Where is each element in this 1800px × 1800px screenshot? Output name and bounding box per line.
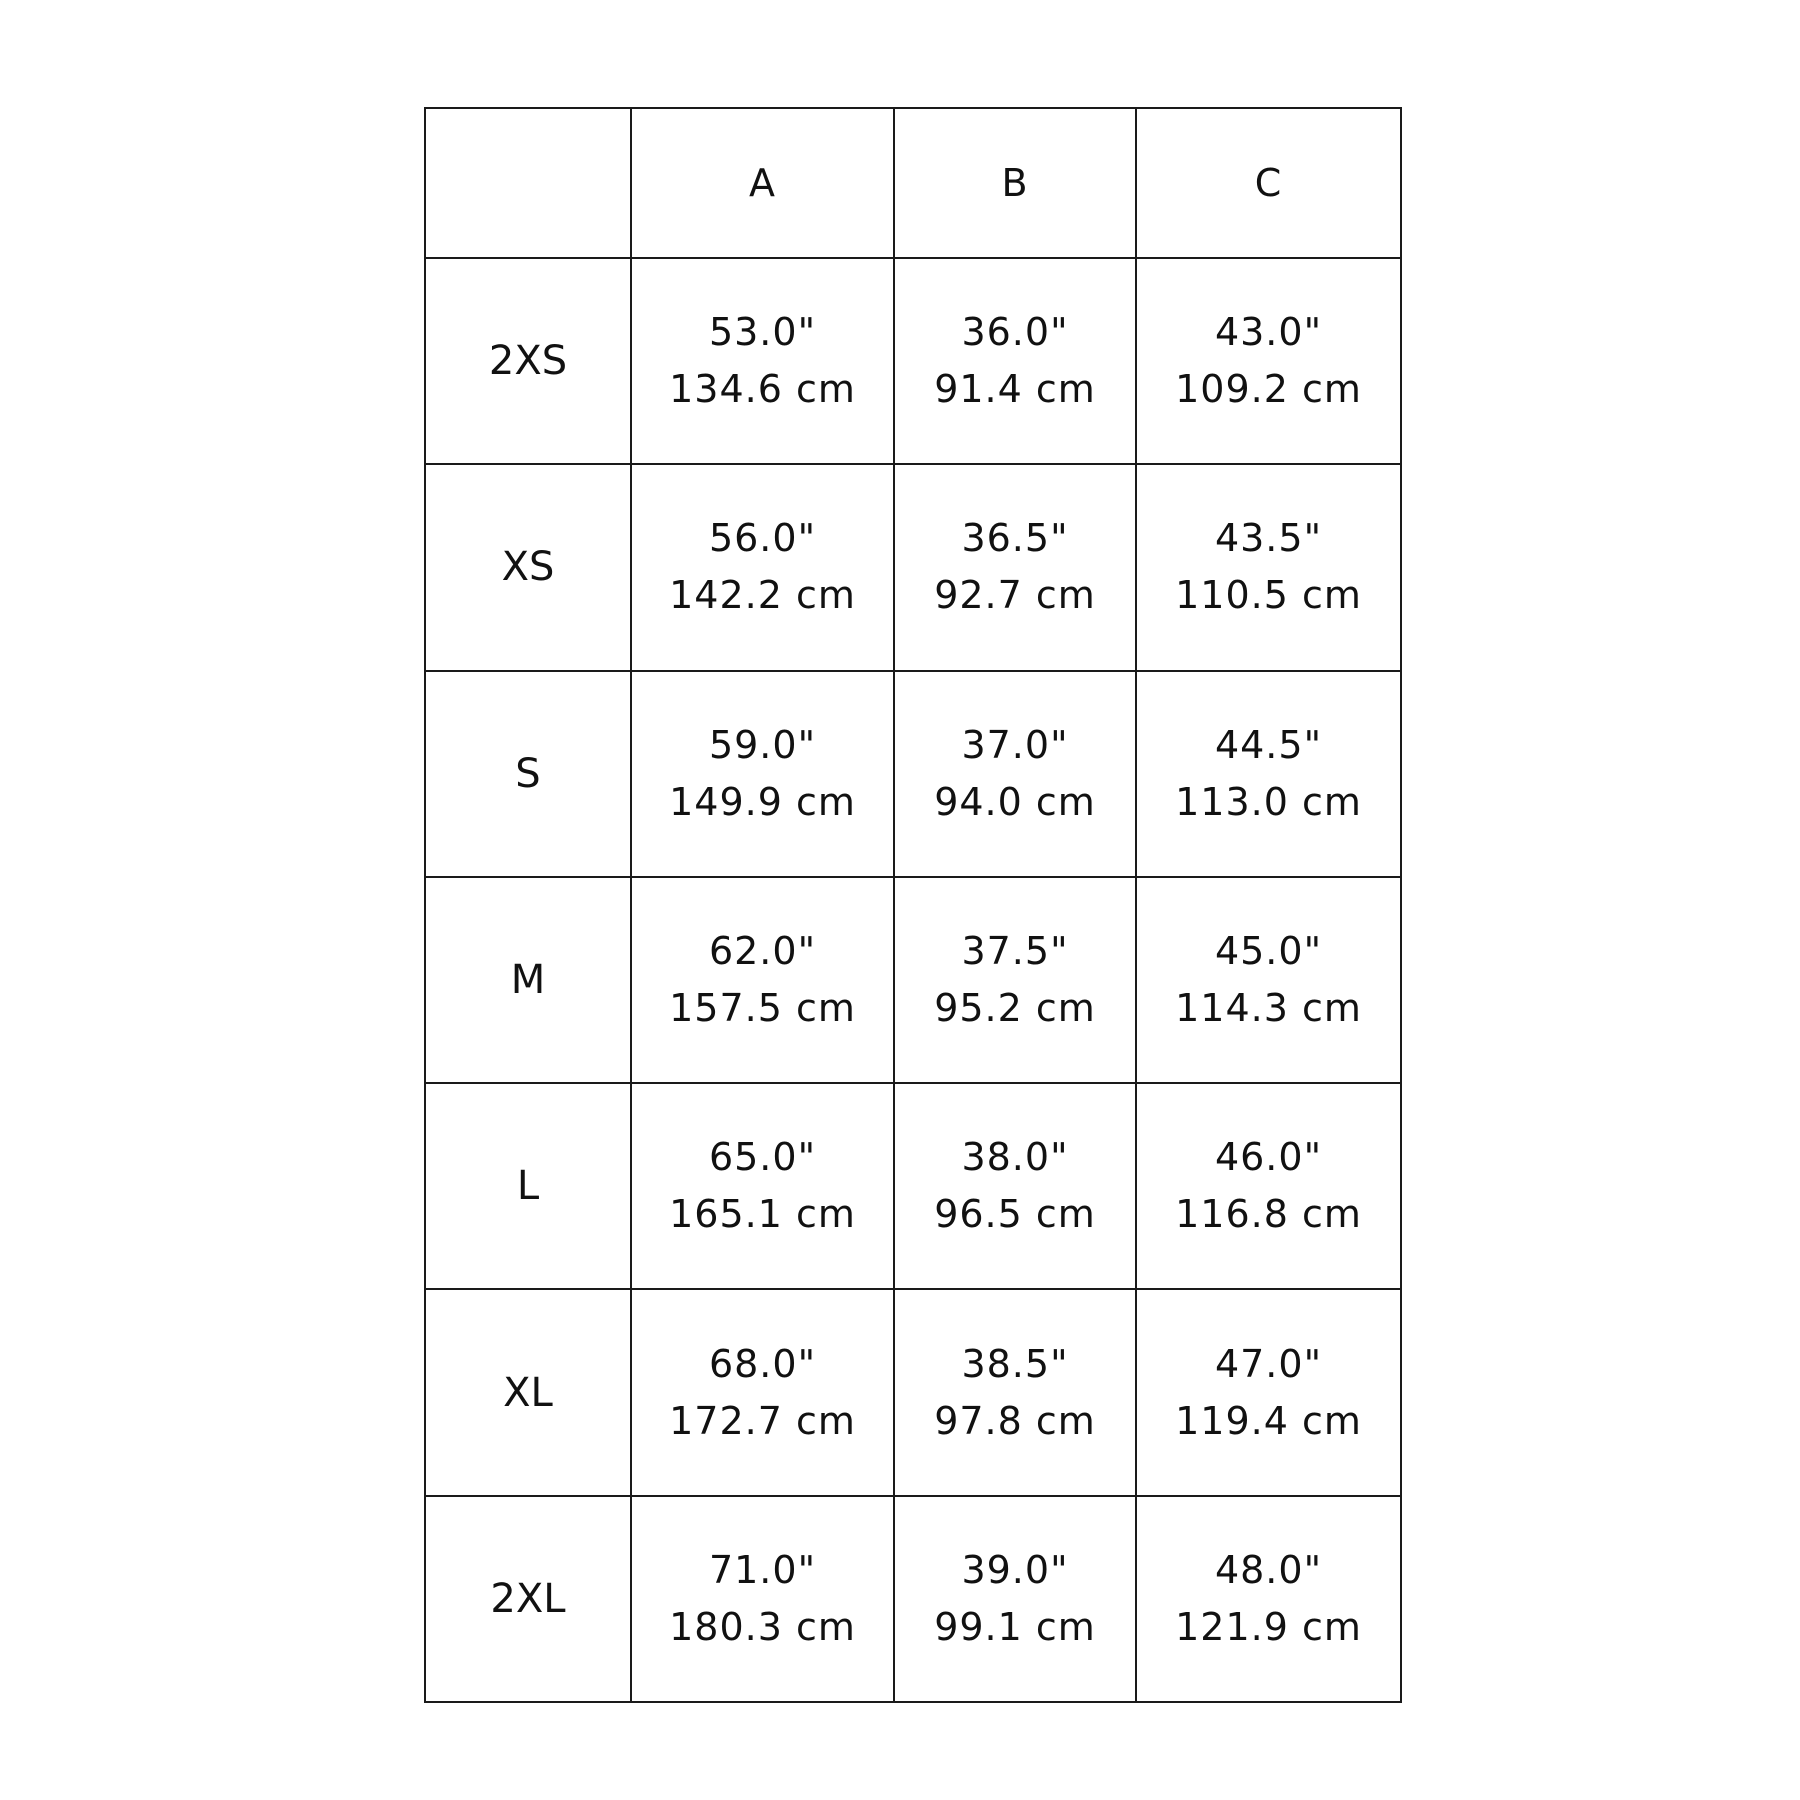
cell-a: [631, 671, 894, 877]
table-row: [425, 877, 1401, 1083]
value-cm: 114.3 cm: [1175, 985, 1362, 1030]
size-label: L: [425, 1083, 631, 1289]
value-cm: 149.9 cm: [669, 779, 856, 824]
value-inches: 68.0": [708, 1341, 817, 1386]
value-inches: 38.0": [961, 1135, 1069, 1180]
value-cm: 95.2 cm: [934, 985, 1096, 1030]
value-cm: 97.8 cm: [934, 1398, 1096, 1443]
value-inches: 62.0": [708, 928, 817, 973]
value-cm: 91.4 cm: [934, 367, 1096, 412]
value-inches: 37.5": [961, 928, 1069, 973]
cell-b: [894, 877, 1136, 1083]
header-row: [425, 108, 1401, 258]
cell-b: [894, 258, 1136, 464]
value-cm: 110.5 cm: [1175, 573, 1362, 618]
value-inches: 36.0": [961, 310, 1069, 355]
value-cm: 142.2 cm: [669, 573, 856, 618]
table-row: [425, 464, 1401, 670]
value-inches: 65.0": [708, 1135, 817, 1180]
cell-c: [1136, 1083, 1401, 1289]
cell-a: [631, 258, 894, 464]
cell-a: [631, 464, 894, 670]
column-header-a: A: [631, 108, 894, 258]
cell-c: [1136, 877, 1401, 1083]
value-cm: 92.7 cm: [934, 573, 1096, 618]
size-chart-table: [424, 107, 1402, 1703]
value-cm: 109.2 cm: [1175, 367, 1362, 412]
value-inches: 37.0": [961, 722, 1069, 767]
cell-b: [894, 1289, 1136, 1495]
value-cm: 94.0 cm: [934, 779, 1096, 824]
value-cm: 99.1 cm: [934, 1604, 1096, 1649]
value-cm: 157.5 cm: [669, 985, 856, 1030]
value-inches: 43.5": [1214, 516, 1323, 561]
cell-a: [631, 877, 894, 1083]
value-inches: 59.0": [708, 722, 817, 767]
size-label: XL: [425, 1289, 631, 1495]
value-cm: 121.9 cm: [1175, 1604, 1362, 1649]
cell-c: [1136, 1496, 1401, 1702]
value-cm: 113.0 cm: [1175, 779, 1362, 824]
table-row: [425, 258, 1401, 464]
table-row: [425, 1083, 1401, 1289]
column-header-c: C: [1136, 108, 1401, 258]
size-label: S: [425, 671, 631, 877]
cell-c: [1136, 1289, 1401, 1495]
cell-c: [1136, 258, 1401, 464]
cell-a: [631, 1496, 894, 1702]
value-cm: 134.6 cm: [669, 367, 856, 412]
table-row: [425, 1496, 1401, 1702]
value-cm: 180.3 cm: [669, 1604, 856, 1649]
size-label: XS: [425, 464, 631, 670]
cell-a: [631, 1289, 894, 1495]
value-cm: 116.8 cm: [1175, 1192, 1362, 1237]
value-inches: 39.0": [961, 1547, 1069, 1592]
corner-cell: [425, 108, 631, 258]
cell-b: [894, 1496, 1136, 1702]
value-cm: 119.4 cm: [1175, 1398, 1362, 1443]
value-inches: 47.0": [1214, 1341, 1323, 1386]
value-inches: 56.0": [708, 516, 817, 561]
cell-a: [631, 1083, 894, 1289]
value-inches: 45.0": [1214, 928, 1323, 973]
value-cm: 172.7 cm: [669, 1398, 856, 1443]
value-inches: 53.0": [708, 310, 817, 355]
cell-b: [894, 464, 1136, 670]
cell-c: [1136, 464, 1401, 670]
size-label: M: [425, 877, 631, 1083]
size-label: 2XL: [425, 1496, 631, 1702]
value-inches: 38.5": [961, 1341, 1069, 1386]
value-cm: 96.5 cm: [934, 1192, 1096, 1237]
cell-b: [894, 1083, 1136, 1289]
value-inches: 36.5": [961, 516, 1069, 561]
cell-c: [1136, 671, 1401, 877]
value-cm: 165.1 cm: [669, 1192, 856, 1237]
value-inches: 44.5": [1214, 722, 1323, 767]
size-label: 2XS: [425, 258, 631, 464]
value-inches: 43.0": [1214, 310, 1323, 355]
value-inches: 46.0": [1214, 1135, 1323, 1180]
cell-b: [894, 671, 1136, 877]
value-inches: 71.0": [708, 1547, 817, 1592]
value-inches: 48.0": [1214, 1547, 1323, 1592]
table-row: [425, 1289, 1401, 1495]
column-header-b: B: [894, 108, 1136, 258]
table-row: [425, 671, 1401, 877]
